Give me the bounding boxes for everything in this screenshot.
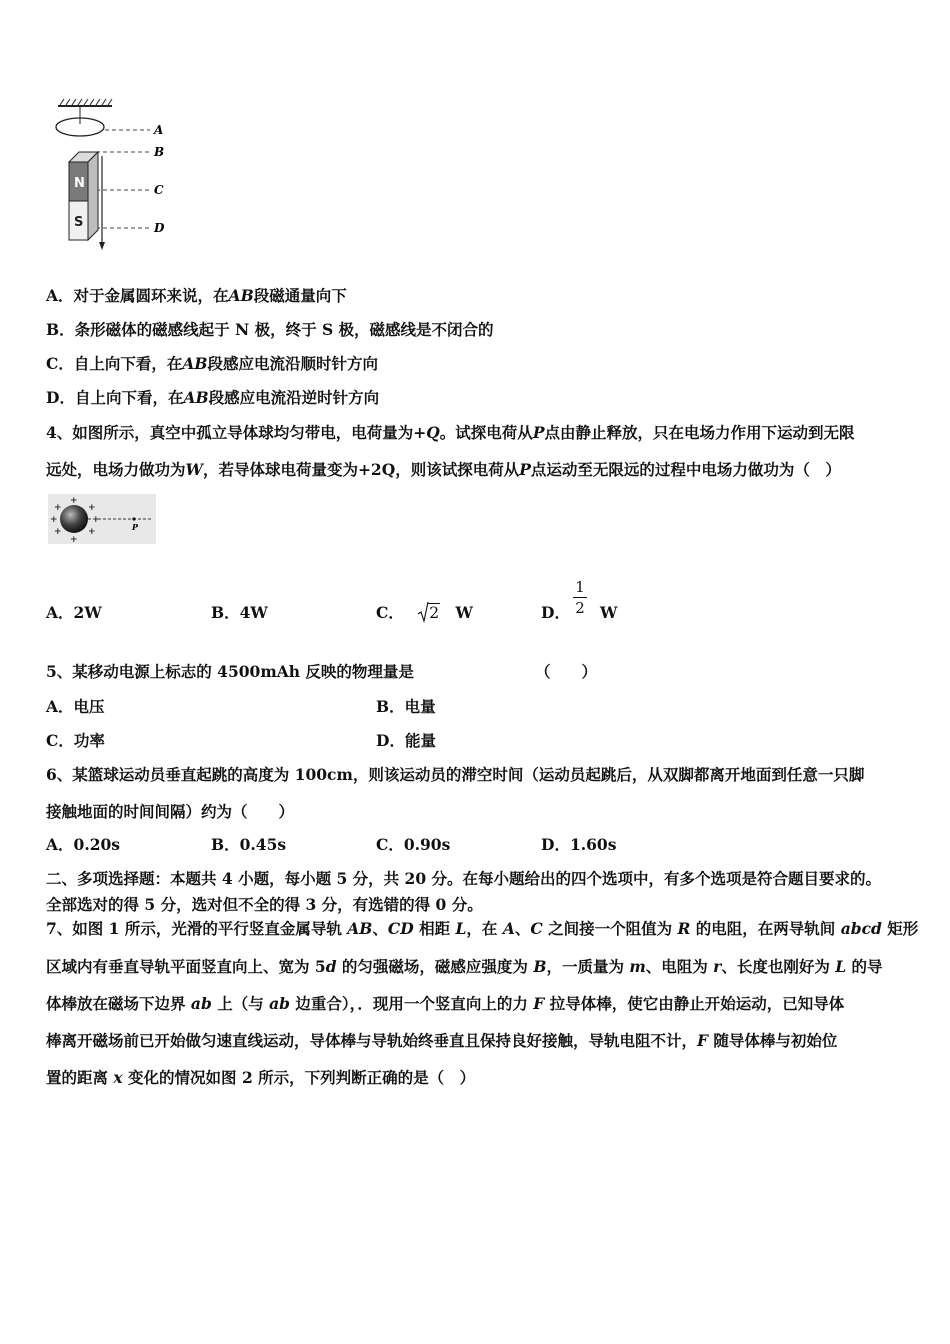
fraction-one-half: 1 2 [573, 578, 587, 617]
svg-text:+: + [92, 515, 100, 525]
q5-option-c: C．功率 [46, 731, 105, 750]
q6-option-b: B．0.45s [211, 835, 287, 854]
q6-option-a: A．0.20s [46, 835, 121, 854]
q5-option-b: B．电量 [376, 697, 436, 716]
q3-option-a: A．对于金属圆环来说，在AB段磁通量向下 [46, 286, 347, 305]
section2-heading-line2: 全部选对的得 5 分，选对但不全的得 3 分，有选错的得 0 分。 [46, 895, 483, 914]
q3-option-c: C．自上向下看，在AB段感应电流沿顺时针方向 [46, 354, 379, 373]
svg-text:N: N [74, 176, 85, 191]
q4-stem-line1: 4、如图所示，真空中孤立导体球均匀带电，电荷量为+Q。试探电荷从P点由静止释放，只在电场力作用下运动到无限 [46, 423, 855, 442]
svg-text:+: + [54, 503, 62, 513]
svg-text:+: + [54, 527, 62, 537]
q7-stem-line5: 置的距离 x 变化的情况如图 2 所示，下列判断正确的是（ ） [46, 1068, 476, 1087]
svg-text:C: C [154, 183, 164, 197]
svg-text:+: + [88, 527, 96, 537]
svg-text:D: D [154, 221, 165, 235]
q3-option-b: B．条形磁体的磁感线起于 N 极，终于 S 极，磁感线是不闭合的 [46, 320, 494, 339]
q5-paren: （ ） [535, 662, 598, 681]
svg-text:+: + [70, 535, 78, 544]
q6-option-d: D．1.60s [541, 835, 617, 854]
q5-option-d: D．能量 [376, 731, 436, 750]
q7-stem-line4: 棒离开磁场前已开始做匀速直线运动，导体棒与导轨始终垂直且保持良好接触，导轨电阻不计，F 随导体棒与初始位 [46, 1031, 838, 1050]
svg-text:A: A [154, 123, 164, 137]
sqrt-two: 2 [417, 603, 440, 623]
q5-option-a: A．电压 [46, 697, 105, 716]
q6-stem-line2: 接触地面的时间间隔）约为（ ） [46, 802, 295, 821]
q4-option-b: B．4W [211, 603, 268, 622]
q4-option-c: C． 2 W [376, 603, 473, 622]
q4-option-a: A．2W [46, 603, 102, 622]
magnet-ring-figure [50, 96, 180, 256]
q4-option-d: D． W [541, 603, 618, 622]
charged-sphere-figure [48, 494, 156, 544]
section2-heading-line1: 二、多项选择题：本题共 4 小题，每小题 5 分，共 20 分。在每小题给出的四个选项中，有多个选项是符合题目要求的。 [46, 869, 882, 888]
q7-stem-line2: 区域内有垂直导轨平面竖直向上、宽为 5d 的匀强磁场，磁感应强度为 B，一质量为 m、电阻为 r、长度也刚好为 L 的导 [46, 957, 883, 976]
q7-stem-line3: 体棒放在磁场下边界 ab 上（与 ab 边重合），．现用一个竖直向上的力 F 拉导体棒，使它由静止开始运动，已知导体 [46, 994, 845, 1013]
conductor-sphere [60, 505, 88, 533]
svg-text:+: + [50, 515, 58, 525]
q3-option-d: D．自上向下看，在AB段感应电流沿逆时针方向 [46, 388, 380, 407]
svg-text:B: B [154, 145, 165, 159]
q4-stem-line2: 远处，电场力做功为W，若导体球电荷量变为+2Q，则该试探电荷从P点运动至无限远的过程中电场力做功为（ ） [46, 460, 841, 479]
svg-text:S: S [74, 215, 84, 230]
q5-stem: 5、某移动电源上标志的 4500mAh 反映的物理量是 [46, 662, 414, 681]
svg-text:+: + [70, 496, 78, 506]
q7-stem-line1: 7、如图 1 所示，光滑的平行竖直金属导轨 AB、CD 相距 L，在 A、C 之间接一个阻值为 R 的电阻，在两导轨间 abcd 矩形 [46, 919, 919, 938]
q6-option-c: C．0.90s [376, 835, 451, 854]
svg-text:P: P [132, 522, 139, 532]
q6-stem-line1: 6、某篮球运动员垂直起跳的高度为 100cm，则该运动员的滞空时间（运动员起跳后，从双脚都离开地面到任意一只脚 [46, 765, 865, 784]
svg-text:+: + [88, 503, 96, 513]
